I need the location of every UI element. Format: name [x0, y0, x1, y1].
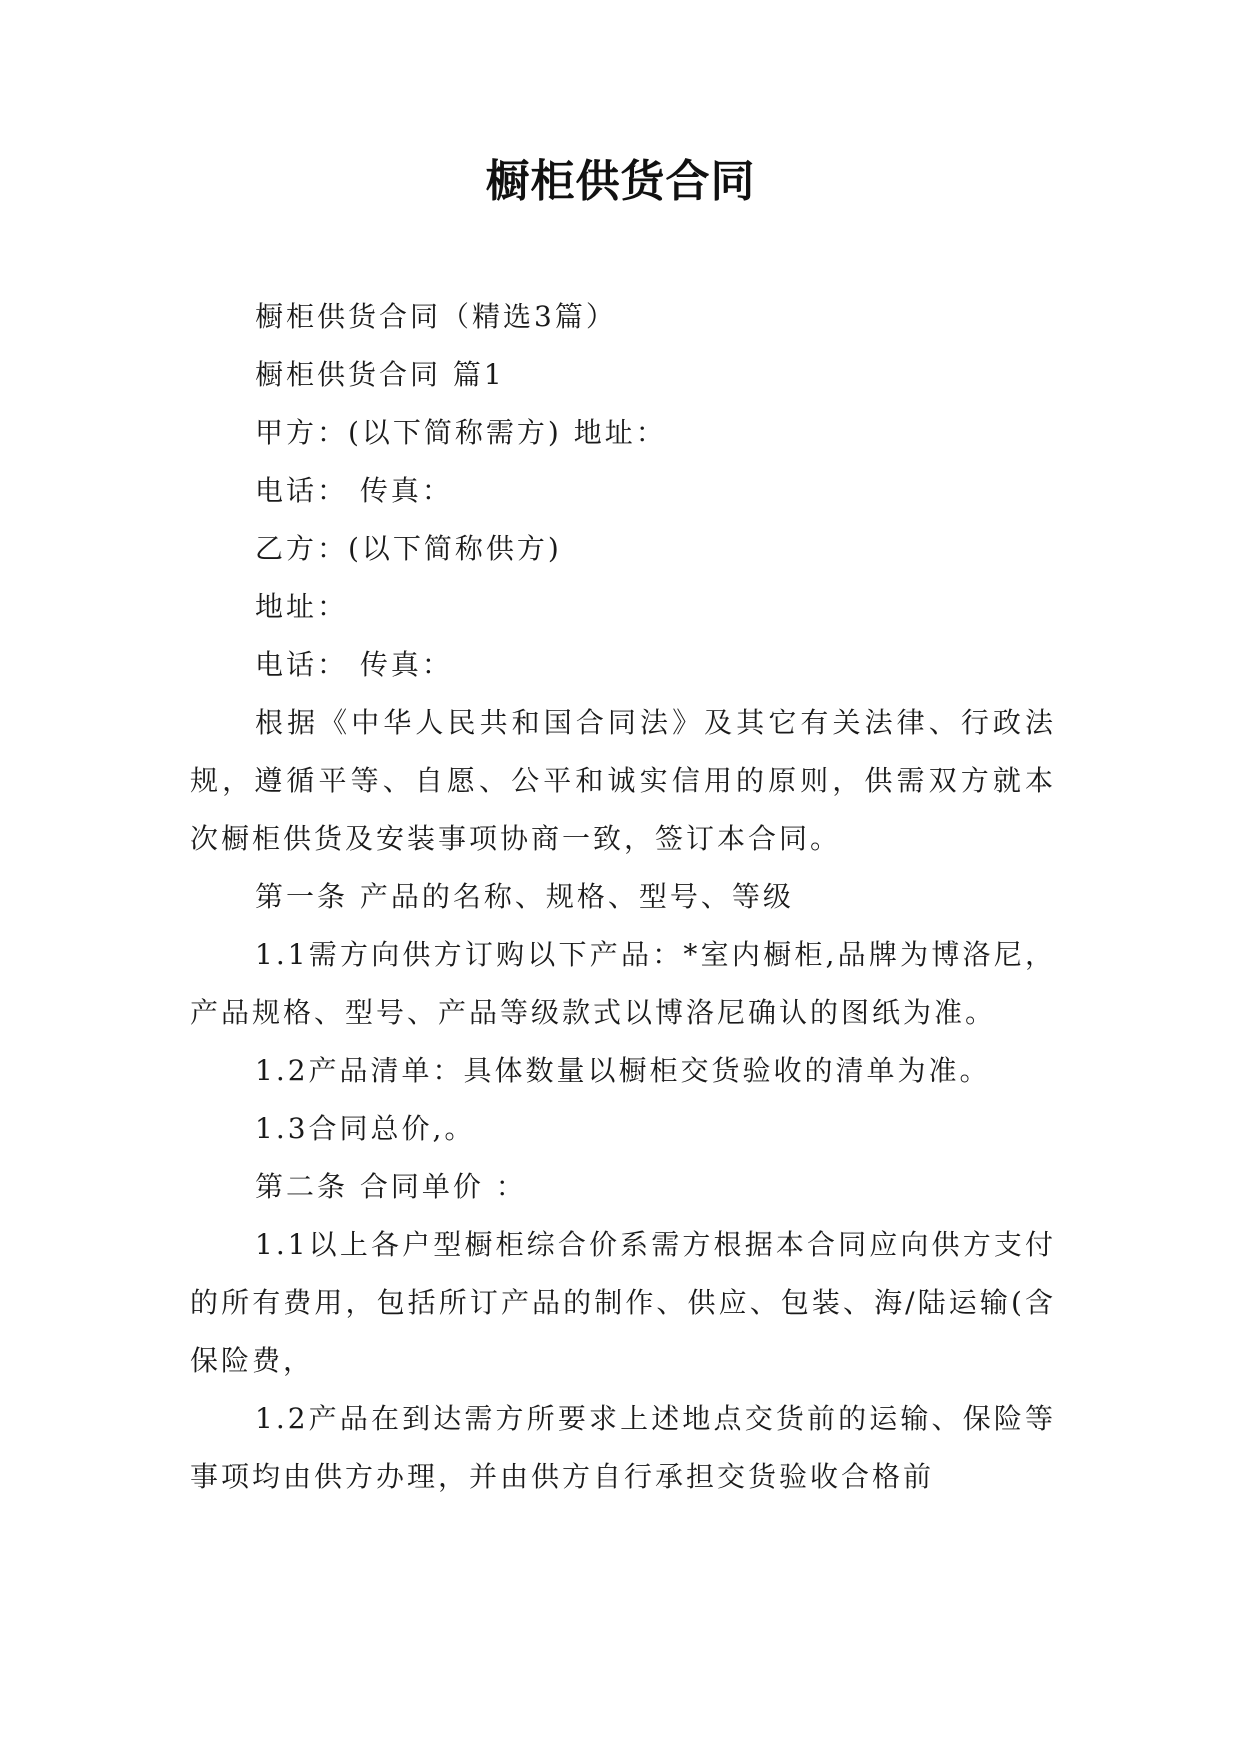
- document-title: 橱柜供货合同: [485, 156, 756, 207]
- paragraph-clause-1-1: 1.1需方向供方订购以下产品：*室内橱柜,品牌为博洛尼，产品规格、型号、产品等级款式以博洛尼确认的图纸为准。: [190, 938, 1056, 1029]
- paragraph-clause-2-1-2: 1.2产品在到达需方所要求上述地点交货前的运输、保险等事项均由供方办理，并由供方自行承担交货验收合格前: [190, 1402, 1056, 1493]
- paragraph-party-b-phone: 电话： 传真：: [255, 648, 453, 681]
- paragraph-party-b-address: 地址：: [255, 590, 349, 623]
- paragraph-party-a: 甲方：(以下简称需方) 地址：: [255, 416, 667, 449]
- paragraph-article-1: 第一条 产品的名称、规格、型号、等级: [255, 880, 794, 913]
- paragraph-article-2: 第二条 合同单价 ：: [255, 1170, 527, 1203]
- paragraph-section-heading: 橱柜供货合同 篇1: [255, 358, 505, 391]
- paragraph-clause-1-2: 1.2产品清单：具体数量以橱柜交货验收的清单为准。: [255, 1054, 991, 1087]
- paragraph-clause-1-3: 1.3合同总价,。: [255, 1112, 476, 1145]
- paragraph-party-b: 乙方：(以下简称供方): [255, 532, 562, 565]
- paragraph-party-a-phone: 电话： 传真：: [255, 474, 453, 507]
- document-body: [190, 288, 1056, 1506]
- paragraph-clause-2-1-1: 1.1以上各户型橱柜综合价系需方根据本合同应向供方支付的所有费用，包括所订产品的制作、供应、包装、海/陆运输(含保险费，: [190, 1228, 1056, 1377]
- paragraph-preamble: 根据《中华人民共和国合同法》及其它有关法律、行政法规，遵循平等、自愿、公平和诚实信用的原则，供需双方就本次橱柜供货及安装事项协商一致，签订本合同。: [190, 706, 1056, 855]
- paragraph-subtitle: 橱柜供货合同（精选3篇）: [255, 300, 617, 333]
